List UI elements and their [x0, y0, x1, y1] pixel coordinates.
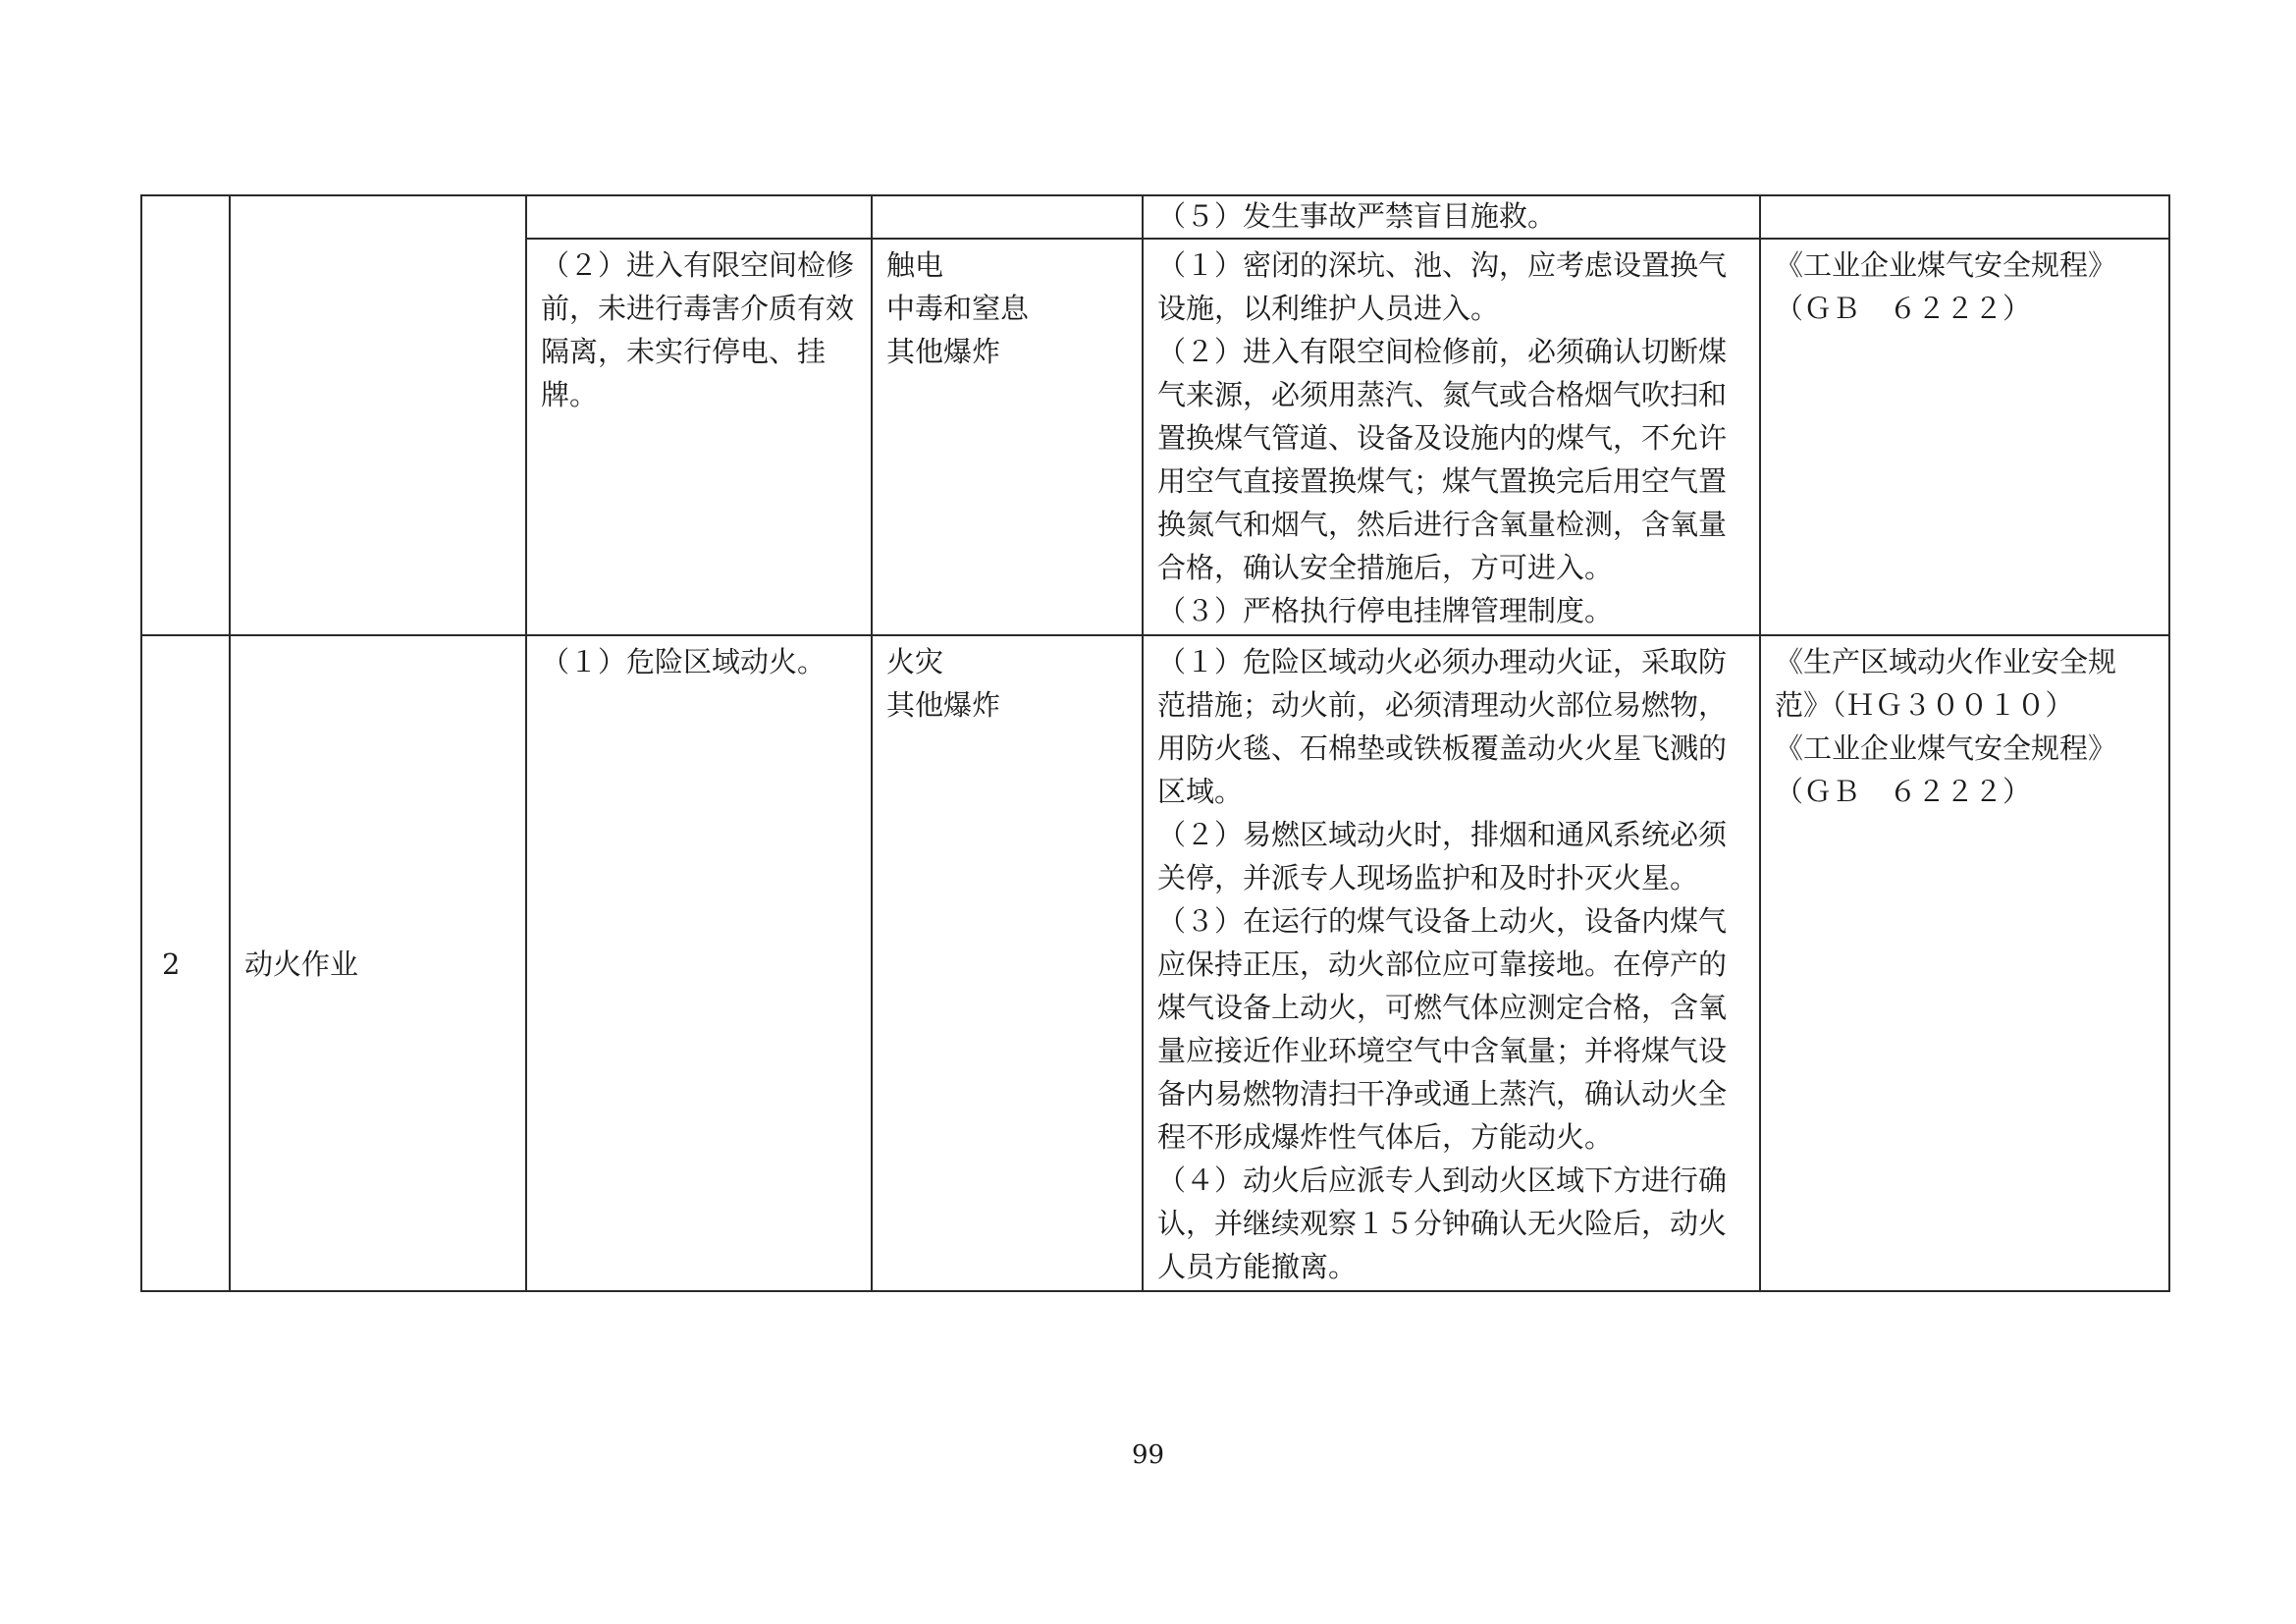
basis-cell	[1760, 195, 2169, 239]
measure-cell	[1143, 239, 1760, 635]
table-row	[141, 635, 2169, 1291]
accident-type: 其他爆炸	[886, 688, 1001, 722]
measure-item: （１）危险区域动火必须办理动火证，采取防范措施；动火前，必须清理动火部位易燃物，用防火毯、石棉垫或铁板覆盖动火火星飞溅的区域。	[1157, 645, 1728, 808]
basis-item: 《生产区域动火作业安全规范》（ＨＧ３００１０）	[1775, 645, 2117, 722]
basis-item: 《工业企业煤气安全规程》（ＧＢ ６２２２）	[1775, 731, 2117, 808]
hazard-text: （２）进入有限空间检修前，未进行毒害介质有效隔离，未实行停电、挂牌。	[541, 248, 855, 411]
seq-number: 2	[162, 947, 181, 981]
accident-type: 其他爆炸	[886, 335, 1001, 368]
measure-item: （３）在运行的煤气设备上动火，设备内煤气应保持正压，动火部位应可靠接地。在停产的煤气设备上动火，可燃气体应测定合格，含氧量应接近作业环境空气中含氧量；并将煤气设备内易燃物清扫干净或通上蒸汽，确认动火全程不形成爆炸性气体后，方能动火。	[1157, 904, 1728, 1154]
accident-type: 火灾	[886, 645, 944, 678]
basis-cell	[1760, 239, 2169, 635]
table-row-continuation	[141, 195, 2169, 239]
hazard-cell	[526, 635, 872, 1291]
work-item-cell	[230, 195, 526, 635]
basis-cell	[1760, 635, 2169, 1291]
work-item-cell	[230, 635, 526, 1291]
seq-cell	[141, 635, 230, 1291]
measure-item: （２）进入有限空间检修前，必须确认切断煤气来源，必须用蒸汽、氮气或合格烟气吹扫和置换煤气管道、设备及设施内的煤气，不允许用空气直接置换煤气；煤气置换完后用空气置换氮气和烟气，然后进行含氧量检测，含氧量合格，确认安全措施后，方可进入。	[1157, 335, 1728, 584]
measure-line: （５）发生事故严禁盲目施救。	[1157, 199, 1557, 233]
measure-item: （１）密闭的深坑、池、沟，应考虑设置换气设施，以利维护人员进入。	[1157, 248, 1728, 325]
hazard-cell	[526, 195, 872, 239]
accident-type-cell	[872, 239, 1143, 635]
measure-cell	[1143, 195, 1760, 239]
work-item-name: 动火作业	[244, 947, 359, 981]
risk-control-table	[140, 194, 2170, 1292]
accident-type-cell	[872, 195, 1143, 239]
hazard-text: （１）危险区域动火。	[541, 645, 827, 678]
measure-item: （２）易燃区域动火时，排烟和通风系统必须关停，并派专人现场监护和及时扑灭火星。	[1157, 818, 1728, 894]
accident-type: 中毒和窒息	[886, 292, 1030, 325]
basis-item: 《工业企业煤气安全规程》（ＧＢ ６２２２）	[1775, 248, 2117, 325]
measure-item: （４）动火后应派专人到动火区域下方进行确认，并继续观察１５分钟确认无火险后，动火人员方能撤离。	[1157, 1164, 1728, 1283]
measure-item: （３）严格执行停电挂牌管理制度。	[1157, 594, 1614, 627]
accident-type: 触电	[886, 248, 944, 282]
hazard-cell	[526, 239, 872, 635]
measure-cell	[1143, 635, 1760, 1291]
accident-type-cell	[872, 635, 1143, 1291]
page-number: 99	[1131, 1440, 1165, 1470]
seq-cell	[141, 195, 230, 635]
